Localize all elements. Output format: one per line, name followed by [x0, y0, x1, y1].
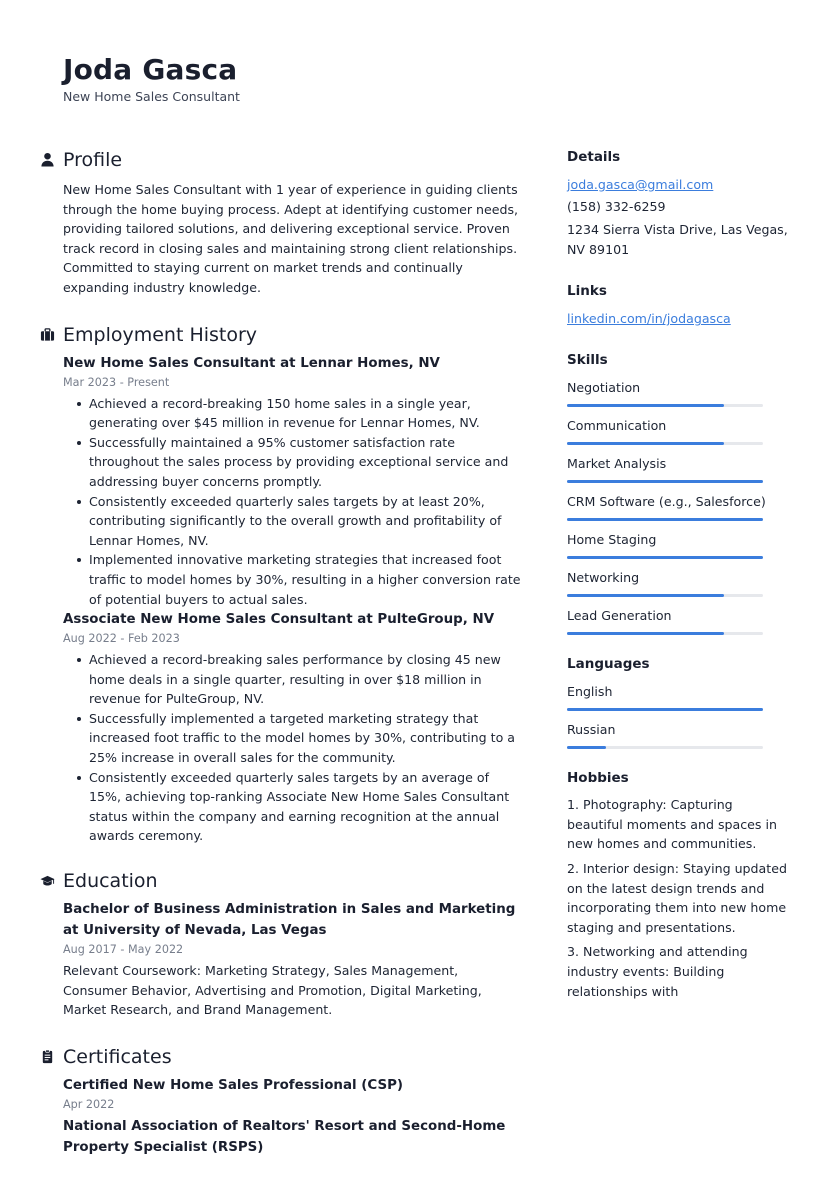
skills-heading: Skills	[567, 352, 608, 369]
skill-label: Communication	[567, 418, 667, 434]
profile-heading: Profile	[63, 149, 123, 171]
profile-text: New Home Sales Consultant with 1 year of experience in guiding clients through the home buying process. Adept at identifying customer needs, providing tailored solutions, and delivering exceptional service. Proven track record in closing sales and maintaining strong client relationships. Committed to staying current on market trends and continually expanding industry knowledge.	[63, 182, 519, 295]
hobbies-heading: Hobbies	[567, 770, 629, 787]
language-level-bar	[567, 708, 763, 711]
profile-heading-row	[40, 146, 525, 176]
education-coursework: Relevant Coursework: Marketing Strategy, Sales Management, Consumer Behavior, Advertising and Promotion, Digital Marketing, Market Research, and Brand Management.	[63, 963, 482, 1018]
skill-row	[567, 567, 792, 605]
job-bullet: Consistently exceeded quarterly sales targets by at least 20%, contributing significantly to the overall growth and profitability of Lennar Homes, NV.	[75, 492, 525, 551]
skill-level-bar	[567, 442, 763, 445]
skill-level-bar	[567, 594, 763, 597]
language-level-bar	[567, 746, 763, 749]
links-heading: Links	[567, 283, 607, 300]
sidebar-column	[567, 146, 792, 1006]
skill-label: Home Staging	[567, 532, 657, 548]
linkedin-link[interactable]: linkedin.com/in/jodagasca	[567, 311, 731, 327]
skill-row	[567, 605, 792, 643]
skill-level-bar	[567, 556, 763, 559]
profile-section	[40, 146, 525, 298]
email-link[interactable]: joda.gasca@gmail.com	[567, 177, 714, 192]
job-entry	[63, 353, 525, 610]
skills-section	[567, 349, 792, 643]
education-heading: Education	[63, 870, 158, 893]
education-entry	[63, 899, 525, 1020]
level-fill	[567, 556, 763, 559]
skill-level-bar	[567, 480, 763, 483]
education-section	[40, 867, 525, 1020]
certificates-heading-row	[40, 1043, 525, 1073]
job-bullets	[52, 650, 525, 846]
candidate-title: New Home Sales Consultant	[63, 89, 240, 104]
certificate-icon	[40, 1049, 55, 1064]
job-bullet: Achieved a record-breaking sales performance by closing 45 new home deals in a single quarter, resulting in over $18 million in revenue for PulteGroup, NV.	[75, 650, 525, 709]
employment-heading-row	[40, 321, 525, 351]
candidate-name: Joda Gasca	[63, 53, 238, 86]
job-bullet: Achieved a record-breaking 150 home sales in a single year, generating over $45 million in revenue for Lennar Homes, NV.	[75, 394, 525, 433]
level-fill	[567, 632, 724, 635]
main-column	[40, 146, 525, 1158]
certificates-list	[63, 1075, 525, 1158]
skill-level-bar	[567, 632, 763, 635]
education-dates: Aug 2017 - May 2022	[63, 943, 184, 957]
job-title: New Home Sales Consultant at Lennar Homes, NV	[63, 355, 440, 371]
certificate-name: National Association of Realtors' Resort and Second-Home Property Specialist (RSPS)	[63, 1118, 506, 1155]
languages-section	[567, 653, 792, 757]
links-section	[567, 280, 792, 330]
hobby-item: 3. Networking and attending industry events: Building relationships with	[567, 944, 748, 999]
skill-label: Market Analysis	[567, 456, 667, 472]
details-section	[567, 146, 792, 259]
hobbies-section	[567, 767, 792, 1001]
job-bullets	[52, 394, 525, 610]
language-label: Russian	[567, 722, 616, 738]
degree-title: Bachelor of Business Administration in Sales and Marketing at University of Nevada, Las Vegas	[63, 902, 516, 939]
language-row	[567, 719, 792, 757]
resume-header	[63, 52, 763, 106]
job-bullet: Implemented innovative marketing strategies that increased foot traffic to model homes by 30%, resulting in a higher conversion rate of potential buyers to actual sales.	[75, 550, 525, 609]
skill-label: Networking	[567, 570, 640, 586]
certificates-heading: Certificates	[63, 1045, 172, 1068]
language-row	[567, 681, 792, 719]
skill-label: Negotiation	[567, 380, 641, 396]
language-label: English	[567, 684, 613, 700]
job-bullet: Successfully maintained a 95% customer satisfaction rate throughout the sales process by providing exceptional service and addressing buyer concerns promptly.	[75, 433, 525, 492]
briefcase-icon	[40, 327, 55, 342]
level-fill	[567, 594, 724, 597]
details-heading: Details	[567, 149, 621, 165]
job-bullet: Successfully implemented a targeted marketing strategy that increased foot traffic to the model homes by 30%, contributing to a 25% increase in overall sales for the community.	[75, 709, 525, 768]
job-bullet: Consistently exceeded quarterly sales targets by an average of 15%, achieving top-ranking Associate New Home Sales Consultant status within the company and earning recognition at the annual awards ceremony.	[75, 768, 525, 846]
skill-level-bar	[567, 404, 763, 407]
job-title: Associate New Home Sales Consultant at PulteGroup, NV	[63, 612, 495, 628]
skill-label: CRM Software (e.g., Salesforce)	[567, 494, 766, 510]
languages-heading: Languages	[567, 656, 650, 673]
level-fill	[567, 518, 763, 521]
skill-level-bar	[567, 518, 763, 521]
address: 1234 Sierra Vista Drive, Las Vegas, NV 89101	[567, 222, 788, 257]
skill-row	[567, 491, 792, 529]
hobby-item: 1. Photography: Capturing beautiful moments and spaces in new homes and communities.	[567, 797, 777, 852]
job-dates: Aug 2022 - Feb 2023	[63, 632, 180, 646]
job-dates: Mar 2023 - Present	[63, 375, 170, 389]
skill-row	[567, 415, 792, 453]
certificate-name: Certified New Home Sales Professional (CSP)	[63, 1077, 404, 1093]
skill-row	[567, 377, 792, 415]
hobbies-list	[567, 795, 792, 1001]
level-fill	[567, 708, 763, 711]
certificates-section	[40, 1043, 525, 1158]
certificate-date: Apr 2022	[63, 1097, 115, 1111]
employment-list	[63, 353, 525, 846]
languages-list	[567, 681, 792, 757]
skill-row	[567, 529, 792, 567]
level-fill	[567, 404, 724, 407]
skill-row	[567, 453, 792, 491]
skills-list	[567, 377, 792, 643]
phone-number: (158) 332-6259	[567, 199, 666, 214]
level-fill	[567, 746, 606, 749]
employment-heading: Employment History	[63, 323, 258, 346]
skill-label: Lead Generation	[567, 608, 672, 624]
level-fill	[567, 480, 763, 483]
level-fill	[567, 442, 724, 445]
graduation-cap-icon	[40, 873, 55, 888]
education-heading-row	[40, 867, 525, 897]
person-icon	[40, 152, 55, 167]
hobby-item: 2. Interior design: Staying updated on the latest design trends and incorporating them into new home staging and presentations.	[567, 860, 787, 935]
employment-section	[40, 321, 525, 846]
job-entry	[63, 609, 525, 846]
